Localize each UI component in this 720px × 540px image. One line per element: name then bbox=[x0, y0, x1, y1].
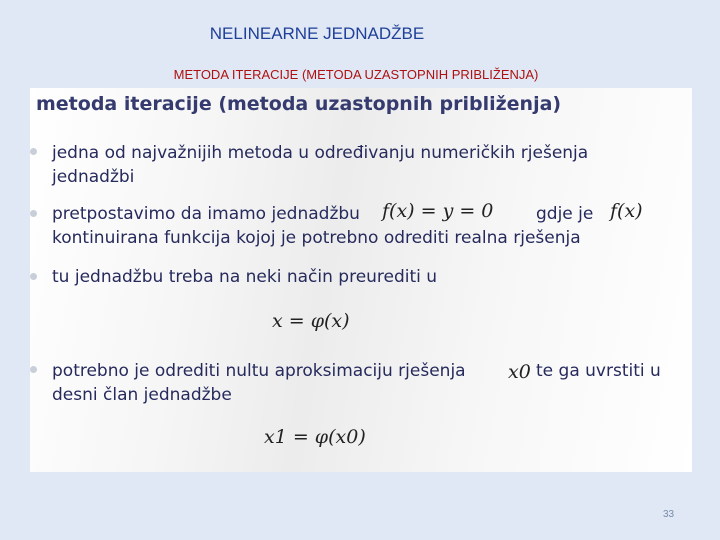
bullet-1-line-2: jednadžbi bbox=[52, 167, 135, 187]
bullet-dot bbox=[30, 366, 37, 373]
bullet-dot bbox=[30, 273, 37, 280]
bullet-4-line-1a: potrebno je odrediti nultu aproksimaciju rješenja bbox=[52, 361, 466, 381]
formula-function: f(x) bbox=[610, 200, 643, 222]
formula-first-step: x1 = φ(x0) bbox=[264, 426, 366, 448]
bullet-2-line-1b: gdje je bbox=[536, 204, 594, 224]
formula-equation: f(x) = y = 0 bbox=[382, 200, 494, 222]
bullet-dot bbox=[30, 210, 37, 217]
content-panel bbox=[30, 88, 692, 472]
bullet-4-line-2: desni član jednadžbe bbox=[52, 385, 232, 405]
content-heading: metoda iteracije (metoda uzastopnih približenja) bbox=[36, 93, 562, 115]
formula-initial-guess: x0 bbox=[508, 361, 531, 383]
slide-title: NELINEARNE JEDNADŽBE bbox=[209, 24, 425, 43]
slide-subtitle: METODA ITERACIJE (METODA UZASTOPNIH PRIBLIŽENJA) bbox=[173, 67, 539, 82]
formula-iteration-form: x = φ(x) bbox=[272, 310, 350, 332]
page-number: 33 bbox=[663, 509, 675, 520]
bullet-3-line-1: tu jednadžbu treba na neki način preurediti u bbox=[52, 267, 438, 287]
bullet-1-line-1: jedna od najvažnijih metoda u određivanju numeričkih rješenja bbox=[52, 143, 589, 163]
bullet-2-line-2: kontinuirana funkcija kojoj je potrebno odrediti realna rješenja bbox=[52, 228, 581, 248]
bullet-2-line-1a: pretpostavimo da imamo jednadžbu bbox=[52, 204, 360, 224]
bullet-4-line-1b: te ga uvrstiti u bbox=[536, 361, 661, 381]
bullet-dot bbox=[30, 148, 37, 155]
